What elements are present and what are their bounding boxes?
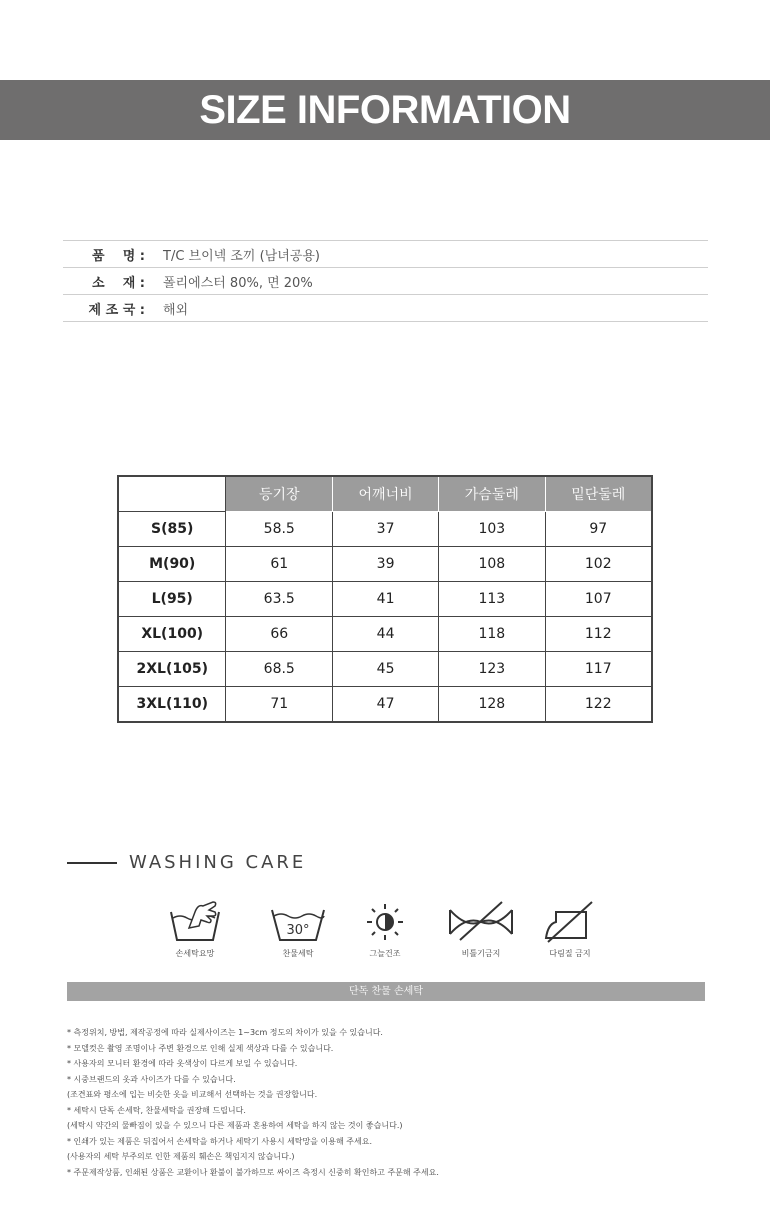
size-label: 3XL(110) <box>118 687 226 723</box>
table-cell: 63.5 <box>226 582 333 617</box>
table-cell: 68.5 <box>226 652 333 687</box>
size-table-header <box>118 476 652 512</box>
table-cell: 66 <box>226 617 333 652</box>
note-line: * 측정위치, 방법, 제작공정에 따라 실제사이즈는 1~3cm 정도의 차이가 있을 수 있습니다. <box>67 1028 383 1037</box>
note-line: * 세탁시 단독 손세탁, 찬물세탁을 권장해 드립니다. <box>67 1105 246 1115</box>
header-length: 등기장 <box>226 476 333 512</box>
note-line: (세탁시 약간의 물빠짐이 있을 수 있으니 다른 제품과 혼용하여 세탁을 하지 않는 것이 좋습니다.) <box>67 1121 403 1130</box>
care-label: 다림질 금지 <box>549 949 591 958</box>
size-table <box>117 475 653 723</box>
wash-30-icon <box>268 898 328 944</box>
note-line: * 사용자의 모니터 환경에 따라 옷색상이 다르게 보일 수 있습니다. <box>67 1059 298 1068</box>
header-chest: 가슴둘레 <box>439 476 545 512</box>
hand-wash-icon <box>165 898 225 944</box>
table-cell: 61 <box>226 547 333 582</box>
info-row-name <box>63 240 708 267</box>
table-cell: 44 <box>333 617 439 652</box>
info-row-origin <box>63 294 708 322</box>
care-item-hand-wash <box>150 898 240 959</box>
note-line: (조견표와 평소에 입는 비슷한 옷을 비교해서 선택하는 것을 권장합니다. <box>67 1090 318 1099</box>
table-row <box>118 547 652 582</box>
info-value: T/C 브이넥 조끼 (남녀공용) <box>163 248 320 264</box>
table-cell: 112 <box>545 617 652 652</box>
temperature-label: 30° <box>286 923 310 938</box>
table-row <box>118 687 652 723</box>
note-line: * 주문제작상품, 인쇄된 상품은 교환이나 환불이 불가하므로 싸이즈 측정시 신중히 확인하고 주문해 주세요. <box>67 1167 439 1177</box>
info-value: 해외 <box>163 302 189 318</box>
table-cell: 37 <box>333 512 439 547</box>
header-corner <box>118 476 226 512</box>
size-label: S(85) <box>118 512 226 547</box>
table-cell: 113 <box>439 582 545 617</box>
table-cell: 118 <box>439 617 545 652</box>
note-line: * 인쇄가 있는 제품은 뒤집어서 손세탁을 하거나 세탁기 사용시 세탁망을 이용해 주세요. <box>67 1136 372 1146</box>
wash-instruction-band: 단독 찬물 손세탁 <box>67 982 705 1001</box>
table-cell: 122 <box>545 687 652 723</box>
info-label: 제 조 국 : <box>88 302 145 318</box>
care-label: 손세탁요망 <box>175 949 215 958</box>
table-row <box>118 582 652 617</box>
care-label: 그늘건조 <box>369 949 401 958</box>
product-info <box>63 240 708 322</box>
care-item-no-iron <box>525 898 615 959</box>
care-label: 비틀기금지 <box>461 949 501 958</box>
info-row-material <box>63 267 708 294</box>
table-cell: 71 <box>226 687 333 723</box>
care-item-no-wring <box>436 898 526 959</box>
table-cell: 39 <box>333 547 439 582</box>
note-line: * 모델컷은 촬영 조명이나 주변 환경으로 인해 실제 색상과 다를 수 있습니다. <box>67 1043 334 1053</box>
washing-care-title: WASHING CARE <box>129 852 307 873</box>
heading-rule <box>67 862 117 864</box>
header-shoulder: 어깨너비 <box>333 476 439 512</box>
page-title: SIZE INFORMATION <box>0 80 770 140</box>
size-label: 2XL(105) <box>118 652 226 687</box>
info-label: 품 명 : <box>92 248 145 264</box>
note-line: (사용자의 세탁 부주의로 인한 제품의 훼손은 책임지지 않습니다.) <box>67 1152 295 1161</box>
table-cell: 103 <box>439 512 545 547</box>
note-line: * 시중브랜드의 옷과 사이즈가 다를 수 있습니다. <box>67 1074 236 1084</box>
table-cell: 107 <box>545 582 652 617</box>
table-cell: 47 <box>333 687 439 723</box>
care-label: 찬물세탁 <box>282 949 314 958</box>
shade-dry-icon <box>355 898 415 944</box>
table-cell: 102 <box>545 547 652 582</box>
table-cell: 45 <box>333 652 439 687</box>
size-label: M(90) <box>118 547 226 582</box>
washing-care-heading <box>67 852 306 873</box>
table-row <box>118 652 652 687</box>
size-label: XL(100) <box>118 617 226 652</box>
care-item-shade-dry <box>340 898 430 959</box>
table-row <box>118 617 652 652</box>
size-label: L(95) <box>118 582 226 617</box>
table-cell: 108 <box>439 547 545 582</box>
table-cell: 123 <box>439 652 545 687</box>
table-cell: 128 <box>439 687 545 723</box>
no-wring-icon <box>446 898 516 944</box>
notes-list <box>67 1025 707 1180</box>
table-row <box>118 512 652 547</box>
header-hem: 밑단둘레 <box>545 476 652 512</box>
no-iron-icon <box>540 898 600 944</box>
table-cell: 97 <box>545 512 652 547</box>
table-cell: 41 <box>333 582 439 617</box>
info-value: 폴리에스터 80%, 면 20% <box>163 275 313 291</box>
table-cell: 117 <box>545 652 652 687</box>
table-cell: 58.5 <box>226 512 333 547</box>
care-item-wash-30 <box>253 898 343 959</box>
info-label: 소 재 : <box>92 275 145 291</box>
care-icons <box>150 898 620 968</box>
